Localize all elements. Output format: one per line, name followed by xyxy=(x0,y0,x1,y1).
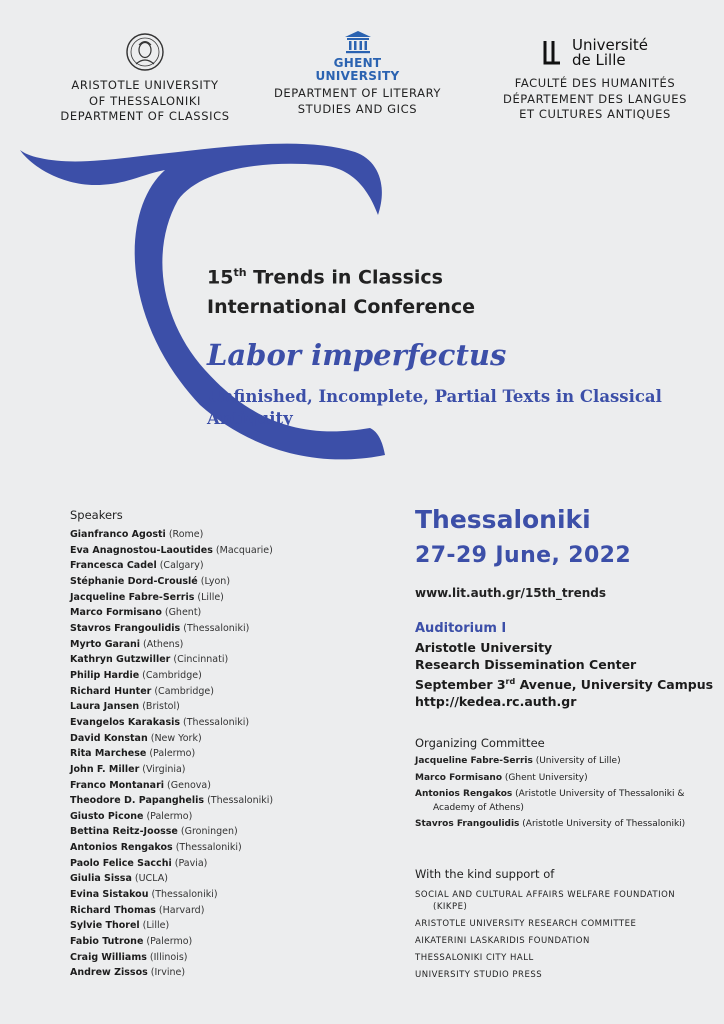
ghent-name-line-2: UNIVERSITY xyxy=(315,69,400,83)
speaker-affiliation: (New York) xyxy=(147,732,202,744)
speaker-affiliation: (Groningen) xyxy=(177,826,238,838)
subtitle-line-1: Unfinished, Incomplete, Partial Texts in Classical xyxy=(207,387,662,406)
speaker-name: Gianfranco Agosti xyxy=(70,529,166,540)
lille-line-1: FACULTÉ DES HUMANITÉS xyxy=(514,76,676,90)
speaker-affiliation: (Palermo) xyxy=(143,810,193,822)
speaker-item xyxy=(70,840,310,856)
speakers-heading: Speakers xyxy=(70,508,123,522)
speaker-list xyxy=(70,527,310,981)
speaker-name: Myrto Garani xyxy=(70,638,141,650)
committee-list xyxy=(415,755,705,835)
speaker-affiliation: (Thessaloniki) xyxy=(204,795,274,807)
speaker-affiliation: (Virginia) xyxy=(139,763,186,775)
speaker-affiliation: (Lille) xyxy=(194,591,224,603)
speaker-name: Giulia Sissa xyxy=(70,873,132,885)
speaker-item xyxy=(70,918,310,934)
speaker-affiliation: (Cambridge) xyxy=(139,669,202,681)
ghent-name-line-1: GHENT xyxy=(333,56,382,70)
speaker-affiliation: (Lille) xyxy=(139,920,170,932)
committee-member-affiliation: (University of Lille) xyxy=(532,756,621,766)
support-item xyxy=(415,969,705,981)
support-item xyxy=(415,935,705,947)
speaker-name: Marco Formisano xyxy=(70,607,162,619)
support-item-line-1: ARISTOTLE UNIVERSITY RESEARCH COMMITTEE xyxy=(415,919,637,929)
speaker-name: Evina Sistakou xyxy=(70,889,149,901)
auth-line-2: OF THESSALONIKI xyxy=(89,93,201,108)
speaker-affiliation: (Palermo) xyxy=(143,936,193,948)
speaker-affiliation: (Thessaloniki) xyxy=(148,889,218,901)
support-item-line-1: AIKATERINI LASKARIDIS FOUNDATION xyxy=(415,936,590,946)
speaker-name: Laura Jansen xyxy=(70,701,140,713)
committee-member-name: Antonios Rengakos xyxy=(415,789,513,799)
speaker-item xyxy=(70,652,310,668)
speaker-item xyxy=(70,668,310,684)
speaker-affiliation: (Cincinnati) xyxy=(170,654,229,666)
speaker-affiliation: (Calgary) xyxy=(156,560,204,572)
speaker-item xyxy=(70,778,310,794)
speaker-affiliation: (Irvine) xyxy=(147,967,186,979)
subtitle xyxy=(207,386,687,430)
speaker-affiliation: (Thessaloniki) xyxy=(172,842,242,854)
speaker-item xyxy=(70,558,310,574)
committee-member-name: Marco Formisano xyxy=(415,772,503,783)
speaker-name: Stéphanie Dord-Crouslé xyxy=(70,575,198,587)
speaker-affiliation: (Lyon) xyxy=(197,575,231,587)
speaker-item xyxy=(70,809,310,825)
speaker-name: Kathryn Gutzwiller xyxy=(70,654,171,666)
ordinal-suffix: th xyxy=(233,266,247,279)
main-title: Labor imperfectus xyxy=(207,338,507,372)
lille-line-3: ET CULTURES ANTIQUES xyxy=(519,107,671,121)
speaker-item xyxy=(70,684,310,700)
committee-member-name: Stavros Frangoulidis xyxy=(415,819,520,829)
speaker-affiliation: (Harvard) xyxy=(155,904,205,916)
subtitle-line-2: Antiquity xyxy=(207,409,293,428)
speaker-name: Craig Williams xyxy=(70,951,147,963)
conference-line-1 xyxy=(207,258,687,292)
speaker-item xyxy=(70,621,310,637)
speaker-affiliation: (Illinois) xyxy=(146,951,188,963)
venue-line-3-post: Avenue, University Campus xyxy=(515,677,714,693)
ghent-line-1: DEPARTMENT OF LITERARY xyxy=(273,86,442,100)
speaker-item xyxy=(70,746,310,762)
speaker-name: Sylvie Thorel xyxy=(70,920,140,932)
committee-member xyxy=(415,755,705,769)
committee-member-affiliation-cont: Academy of Athens) xyxy=(433,802,524,813)
speaker-item xyxy=(70,527,310,543)
venue-line-3 xyxy=(415,673,713,693)
committee-member-affiliation: (Ghent University) xyxy=(502,772,588,783)
speaker-affiliation: (Cambridge) xyxy=(151,685,214,697)
speaker-affiliation: (Thessaloniki) xyxy=(180,716,250,728)
speaker-name: Richard Thomas xyxy=(70,904,156,916)
conference-series: Trends in Classics xyxy=(246,266,443,289)
speaker-item xyxy=(70,856,310,872)
speaker-item xyxy=(70,605,310,621)
committee-member-name: Jacqueline Fabre-Serris xyxy=(415,756,533,766)
speaker-item xyxy=(70,715,310,731)
lille-name-line-1: Université xyxy=(571,36,649,54)
ordinal-number: 15 xyxy=(207,266,234,289)
support-item xyxy=(415,889,705,913)
support-item-line-1: THESSALONIKI CITY HALL xyxy=(415,953,534,963)
speaker-item xyxy=(70,903,310,919)
committee-member xyxy=(415,788,705,815)
conference-line-2: International Conference xyxy=(207,296,476,319)
speaker-affiliation: (UCLA) xyxy=(131,873,168,885)
speaker-item xyxy=(70,965,310,981)
conference-heading xyxy=(207,258,687,322)
speaker-item xyxy=(70,871,310,887)
speaker-item xyxy=(70,824,310,840)
speaker-item xyxy=(70,793,310,809)
speaker-name: Andrew Zissos xyxy=(70,967,148,979)
speaker-name: Richard Hunter xyxy=(70,685,152,697)
speaker-item xyxy=(70,762,310,778)
speaker-name: Eva Anagnostou-Laoutides xyxy=(70,544,213,556)
event-website: www.lit.auth.gr/15th_trends xyxy=(415,586,606,600)
speaker-affiliation: (Macquarie) xyxy=(212,544,273,556)
speaker-affiliation: (Pavia) xyxy=(171,857,208,869)
speaker-affiliation: (Genova) xyxy=(164,779,211,791)
support-item-line-1: SOCIAL AND CULTURAL AFFAIRS WELFARE FOUNDATION xyxy=(415,890,676,900)
lille-name-line-2: de Lille xyxy=(571,51,626,69)
speaker-name: Giusto Picone xyxy=(70,810,144,822)
speaker-name: Bettina Reitz-Joosse xyxy=(70,826,178,838)
venue-block xyxy=(415,639,713,710)
speaker-item xyxy=(70,543,310,559)
venue-line-3-sup: rd xyxy=(505,677,516,686)
speaker-name: Stavros Frangoulidis xyxy=(70,622,181,634)
speaker-item xyxy=(70,731,310,747)
speaker-name: Fabio Tutrone xyxy=(70,936,144,948)
speaker-name: David Konstan xyxy=(70,732,148,744)
support-item-line-2: (KIKPE) xyxy=(433,902,468,912)
lille-line-2: DÉPARTEMENT DES LANGUES xyxy=(502,91,687,106)
support-item-line-1: UNIVERSITY STUDIO PRESS xyxy=(415,970,543,980)
speaker-affiliation: (Ghent) xyxy=(161,607,202,619)
support-heading: With the kind support of xyxy=(415,867,555,881)
speaker-affiliation: (Palermo) xyxy=(146,748,196,760)
speaker-name: Evangelos Karakasis xyxy=(70,716,181,728)
venue-line-3-pre: September 3 xyxy=(415,677,506,693)
auth-line-3: DEPARTMENT OF CLASSICS xyxy=(60,109,230,123)
venue-room: Auditorium I xyxy=(415,621,507,636)
event-dates: 27-29 June, 2022 xyxy=(415,543,632,568)
speaker-item xyxy=(70,637,310,653)
speaker-name: John F. Miller xyxy=(70,763,140,775)
ghent-line-2: STUDIES AND GICS xyxy=(297,101,418,116)
committee-member-affiliation: (Aristotle University of Thessaloniki) xyxy=(519,819,686,829)
committee-member xyxy=(415,818,705,832)
venue-line-2: Research Dissemination Center xyxy=(415,657,637,672)
speaker-item xyxy=(70,950,310,966)
speaker-name: Francesca Cadel xyxy=(70,560,157,572)
committee-member-affiliation: (Aristotle University of Thessaloniki & xyxy=(512,789,685,799)
venue-line-1: Aristotle University xyxy=(415,640,553,655)
committee-heading: Organizing Committee xyxy=(415,736,545,750)
speaker-item xyxy=(70,887,310,903)
speaker-item xyxy=(70,574,310,590)
speaker-affiliation: (Rome) xyxy=(165,529,204,540)
speaker-name: Antonios Rengakos xyxy=(70,842,173,854)
speaker-affiliation: (Thessaloniki) xyxy=(180,622,250,634)
speaker-name: Franco Montanari xyxy=(70,779,165,791)
committee-member xyxy=(415,772,705,786)
speaker-affiliation: (Athens) xyxy=(140,638,184,650)
speaker-item xyxy=(70,934,310,950)
speaker-name: Rita Marchese xyxy=(70,748,147,760)
support-list xyxy=(415,889,705,986)
venue-url: http://kedea.rc.auth.gr xyxy=(415,694,577,710)
auth-line-1: ARISTOTLE UNIVERSITY xyxy=(71,78,219,92)
speaker-name: Theodore D. Papanghelis xyxy=(70,795,205,807)
speaker-item xyxy=(70,699,310,715)
support-item xyxy=(415,952,705,964)
event-city: Thessaloniki xyxy=(415,505,591,534)
support-item xyxy=(415,918,705,930)
speaker-name: Philip Hardie xyxy=(70,669,140,681)
speaker-item xyxy=(70,590,310,606)
speaker-affiliation: (Bristol) xyxy=(139,701,180,713)
speaker-name: Paolo Felice Sacchi xyxy=(70,857,172,869)
speaker-name: Jacqueline Fabre-Serris xyxy=(70,591,195,603)
